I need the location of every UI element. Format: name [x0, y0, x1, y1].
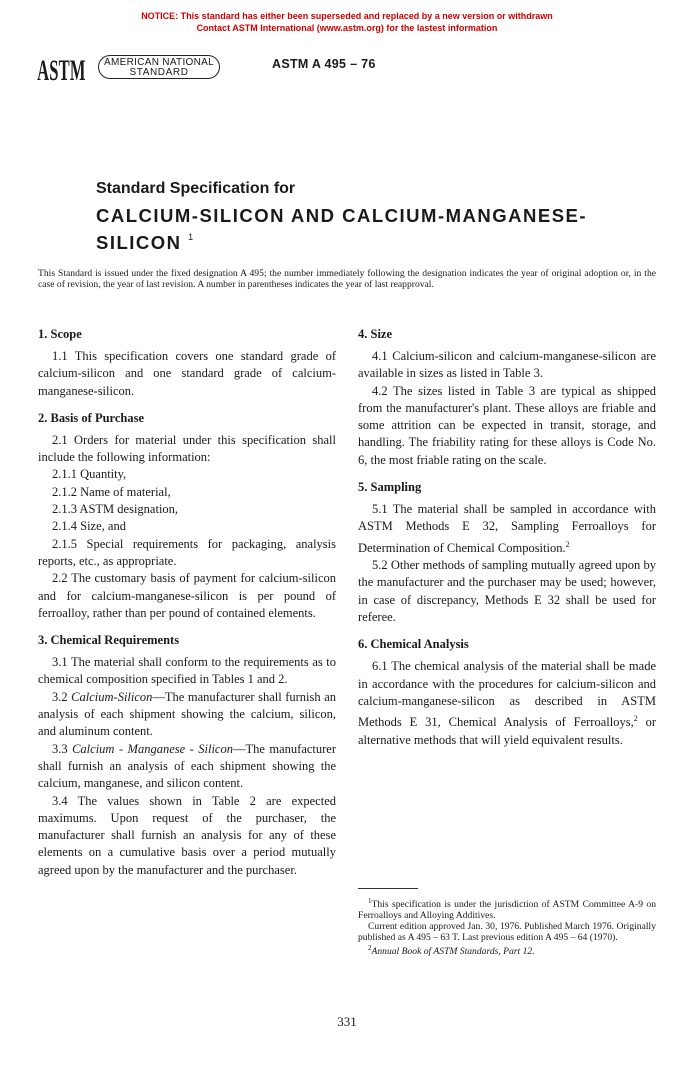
section-heading-sampling: 5. Sampling — [358, 480, 422, 495]
notice-line-1: NOTICE: This standard has either been superseded and replaced by a new version or withdrawn — [141, 11, 553, 21]
list-item-2-1-3: 2.1.3 ASTM designation, — [52, 502, 179, 517]
footnote-1 — [358, 896, 656, 921]
paragraph-3-4: 3.4 The values shown in Table 2 are expected maximums. Upon request of the purchaser, the manufacturer shall furnish an analysis for any of these elements on a cumulative basis over a period mutually agreed upon by the manufacturer and the purchaser. — [38, 793, 336, 877]
footnote-1-text: This specification is under the jurisdiction of ASTM Committee A-9 on Ferroalloys and Alloying Additives. — [358, 899, 656, 922]
left-column — [38, 326, 336, 879]
paragraph-2-1: 2.1 Orders for material under this specification shall include the following information: — [38, 432, 336, 465]
footnote-2-mark: 2 — [368, 944, 372, 953]
astm-logo-text: ASTM — [37, 53, 86, 88]
section-heading-chemical-analysis: 6. Chemical Analysis — [358, 637, 469, 652]
paragraph-3-1: 3.1 The material shall conform to the requirements as to chemical composition specified in Tables 1 and 2. — [38, 655, 336, 687]
title-line-1: CALCIUM-SILICON AND CALCIUM-MANGANESE- — [96, 205, 588, 226]
paragraph-4-2: 4.2 The sizes listed in Table 3 are typical as shipped from the manufacturer's plant. These alloys are friable and some attrition can be expected in transit, storage, and handling. The friability rating for these alloys is Code No. 6, the most friable rating on the scale. — [358, 383, 656, 467]
badge-line-2: STANDARD — [129, 67, 189, 78]
paragraph-2-2: 2.2 The customary basis of payment for calcium-silicon and for calcium-manganese-silicon is per pound of ferroalloy, rather than per pound of contained elements. — [38, 571, 336, 620]
list-item-2-1-1: 2.1.1 Quantity, — [52, 467, 127, 482]
paragraph-6-1-text-a: 6.1 The chemical analysis of the material shall be made in accordance with the procedures for calcium-silicon and calcium-manganese-silicon as described in ASTM Methods E 31, Chemical Analysis of Ferroalloys, — [358, 659, 656, 730]
footnote-divider — [358, 888, 418, 889]
footnote-1-edition: Current edition approved Jan. 30, 1976. Published March 1976. Originally published as A 495 – 63 T. Last previous edition A 495 – 64 (1970). — [358, 921, 656, 944]
standard-designation: ASTM A 495 – 76 — [272, 57, 376, 71]
paragraph-3-3-text: —The manufacturer shall furnish an analysis of each shipment showing the calcium, manganese, and silicon content. — [38, 741, 337, 791]
paragraph-3-2-term: Calcium-Silicon — [71, 689, 153, 704]
footnote-ref-2: 2 — [565, 539, 570, 549]
section-heading-basis-of-purchase: 2. Basis of Purchase — [38, 410, 145, 425]
paragraph-5-1 — [358, 501, 656, 557]
list-item-2-1-2: 2.1.2 Name of material, — [52, 484, 171, 499]
list-item-2-1-5: 2.1.5 Special requirements for packaging, analysis reports, etc., as appropriate. — [38, 536, 336, 568]
paragraph-3-3 — [38, 741, 336, 793]
footnote-1-mark: 1 — [368, 897, 372, 905]
section-heading-size: 4. Size — [358, 327, 393, 341]
title-kicker: Standard Specification for — [96, 180, 296, 197]
paragraph-1-1: 1.1 This specification covers one standard grade of calcium-silicon and one standard grade of calcium-manganese-silicon. — [38, 349, 336, 398]
intro-paragraph: This Standard is issued under the fixed designation A 495; the number immediately following the designation indicates the year of original adoption or, in the case of revision, the year of last revision. A number in parentheses indicates the year of last reapproval. — [38, 268, 656, 290]
paragraph-6-1 — [358, 658, 656, 749]
page-number: 331 — [337, 1014, 357, 1029]
paragraph-6-1-text-b: or alternative methods that will yield equivalent results. — [358, 715, 656, 747]
right-column — [358, 326, 656, 749]
american-national-standard-badge — [98, 55, 220, 79]
paragraph-3-2 — [38, 689, 336, 741]
footnote-2-text: Annual Book of ASTM Standards, Part 12. — [371, 946, 535, 958]
title-footnote-mark: 1 — [188, 232, 194, 242]
title-line-2 — [96, 232, 193, 254]
footnote-2 — [358, 943, 656, 957]
paragraph-3-2-text: —The manufacturer shall furnish an analysis of each shipment showing the calcium, silicon, and aluminum content. — [38, 689, 336, 739]
title-line-2-text: SILICON — [96, 232, 182, 253]
paragraph-3-3-term: Calcium - Manganese - Silicon — [72, 741, 233, 756]
badge-line-1: AMERICAN NATIONAL — [104, 57, 214, 68]
astm-logo-icon — [36, 46, 88, 90]
list-item-2-1-4: 2.1.4 Size, and — [52, 519, 126, 534]
footnote-ref-2b: 2 — [633, 714, 638, 724]
paragraph-4-1: 4.1 Calcium-silicon and calcium-manganese-silicon are available in sizes as listed in Table 3. — [358, 349, 656, 381]
section-heading-scope: 1. Scope — [38, 327, 82, 341]
footnotes — [358, 896, 656, 957]
paragraph-3-3-number: 3.3 — [52, 741, 68, 756]
section-heading-chemical-requirements: 3. Chemical Requirements — [38, 633, 180, 648]
paragraph-3-2-number: 3.2 — [52, 689, 68, 704]
paragraph-5-2: 5.2 Other methods of sampling mutually agreed upon by the manufacturer and the purchaser may be used; however, in case of discrepancy, Methods E 32 shall be used for referee. — [358, 558, 656, 625]
paragraph-5-1-text: 5.1 The material shall be sampled in accordance with ASTM Methods E 32, Sampling Ferroalloys for Determination of Chemical Composition. — [358, 502, 656, 555]
notice-line-2: Contact ASTM International (www.astm.org) for the lastest information — [196, 23, 498, 33]
